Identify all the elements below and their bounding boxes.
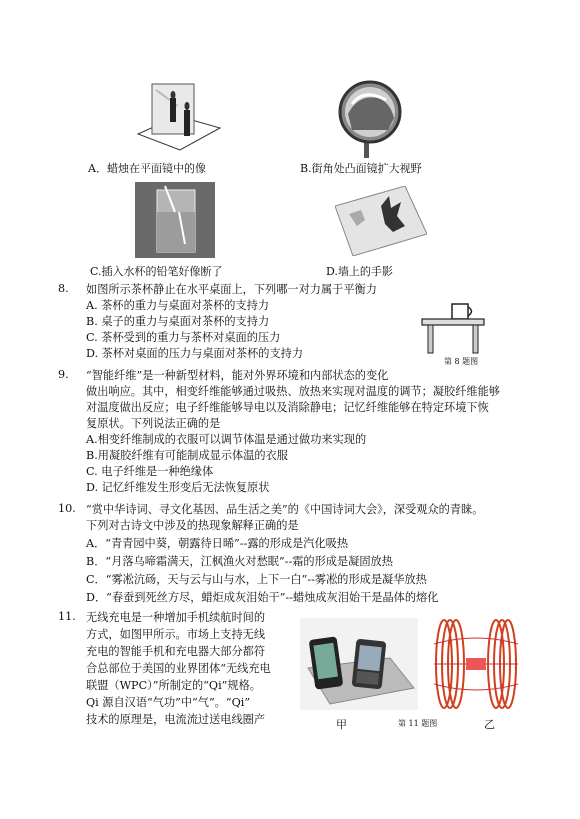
q8-option-a: A. 茶杯的重力与桌面对茶杯的支持力 xyxy=(86,299,270,312)
q10-option-d: D．“春蚕到死丝方尽，蜡炬成灰泪始干”--蜡烛成灰泪始干是晶体的熔化 xyxy=(86,591,439,604)
pencil-glass-image xyxy=(135,182,215,258)
convex-mirror-image xyxy=(328,74,418,158)
fig11-left-label: 甲 xyxy=(336,718,347,731)
q10-line-2: 下列对古诗文中涉及的热现象解释正确的是 xyxy=(86,519,299,532)
q11-line-4: 合总部位于美国的业界团体“无线充电 xyxy=(86,662,271,675)
q8-stem: 如图所示茶杯静止在水平桌面上，下列哪一对力属于平衡力 xyxy=(86,283,377,296)
q8-figure-label: 第 8 题图 xyxy=(444,357,479,366)
q8-number: 8. xyxy=(58,282,69,295)
table-cup-figure xyxy=(420,294,490,354)
q9-option-a: A.相变纤维制成的衣服可以调节体温是通过做功来实现的 xyxy=(86,433,367,446)
q8-option-c: C. 茶杯受到的重力与茶杯对桌面的压力 xyxy=(86,331,281,344)
image-b-caption: B.街角处凸面镜扩大视野 xyxy=(300,162,422,175)
fig11-right-label: 乙 xyxy=(484,718,495,731)
coil-diagram xyxy=(424,614,528,714)
q9-number: 9. xyxy=(58,368,69,381)
q8-option-d: D. 茶杯对桌面的压力与桌面对茶杯的支持力 xyxy=(86,347,304,360)
q9-line-3: 对温度做出反应；电子纤维能够导电以及消除静电；记忆纤维能够在特定环境下恢 xyxy=(86,401,489,414)
q8-option-b: B. 桌子的重力与桌面对茶杯的支持力 xyxy=(86,315,270,328)
q10-option-b: B．“月落乌啼霜满天，江枫渔火对愁眠”--霜的形成是凝固放热 xyxy=(86,555,393,568)
q11-number: 11. xyxy=(58,610,76,623)
q9-line-2: 做出响应。其中，相变纤维能够通过吸热、放热来实现对温度的调节；凝胶纤维能够 xyxy=(86,385,500,398)
q10-option-a: A．“青青园中葵，朝露待日晞”--露的形成是汽化吸热 xyxy=(86,537,349,550)
candle-mirror-image xyxy=(128,76,228,156)
q9-line-1: “智能纤维”是一种新型材料，能对外界环境和内部状态的变化 xyxy=(86,369,389,382)
wireless-charger-photo xyxy=(300,618,418,710)
q11-line-2: 方式，如图甲所示。市场上支持无线 xyxy=(86,628,266,641)
q11-line-3: 充电的智能手机和充电器大部分都符 xyxy=(86,645,266,658)
q10-number: 10. xyxy=(58,502,76,515)
q9-line-4: 复原状。下列说法正确的是 xyxy=(86,417,221,430)
q11-line-1: 无线充电是一种增加手机续航时间的 xyxy=(86,611,266,624)
hand-shadow-image xyxy=(335,186,427,256)
q11-line-5: 联盟（WPC）”所制定的“Qi”规格。 xyxy=(86,679,261,692)
image-a-caption: A．蜡烛在平面镜中的像 xyxy=(88,162,206,175)
q10-line-1: “赏中华诗词、寻文化基因、品生活之美”的《中国诗词大会》，深受观众的青睐。 xyxy=(86,503,484,516)
q10-option-c: C．“雾凇沆砀，天与云与山与水，上下一白”--雾凇的形成是凝华放热 xyxy=(86,573,427,586)
q9-option-d: D. 记忆纤维发生形变后无法恢复原状 xyxy=(86,481,270,494)
q11-line-6: Qi 源自汉语“气功”中“气”。“Qi” xyxy=(86,696,251,709)
fig11-label: 第 11 题图 xyxy=(398,719,438,728)
q11-line-7: 技术的原理是，电流流过送电线圈产 xyxy=(86,713,266,726)
image-c-caption: C.插入水杯的铅笔好像断了 xyxy=(90,265,223,278)
q9-option-c: C. 电子纤维是一种绝缘体 xyxy=(86,465,214,478)
q9-option-b: B.用凝胶纤维有可能制成显示体温的衣服 xyxy=(86,449,288,462)
image-d-caption: D.墙上的手影 xyxy=(326,265,393,278)
